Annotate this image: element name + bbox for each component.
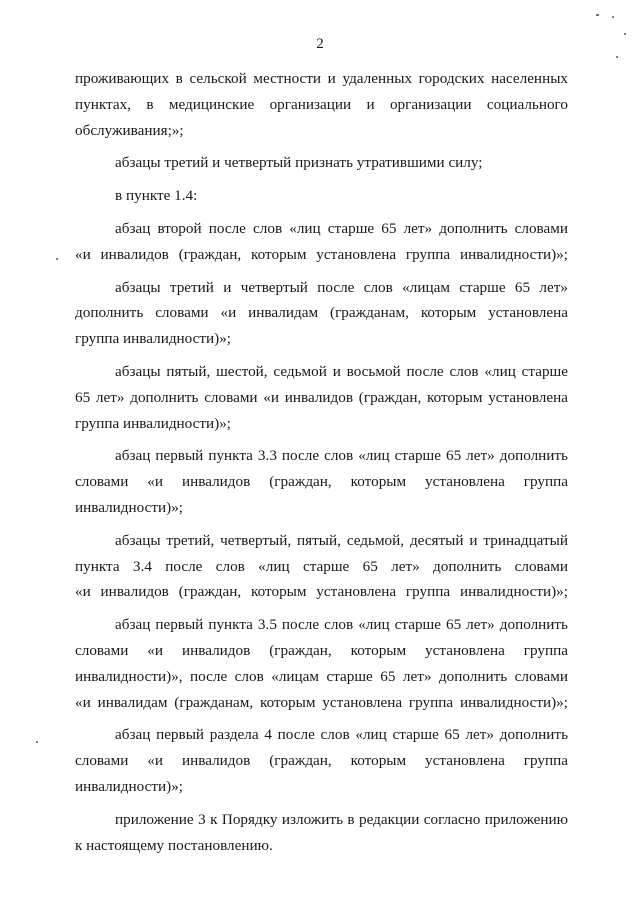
text-line: инвалидности)»;	[75, 777, 184, 795]
scan-speck	[616, 56, 618, 58]
text-line: приложение 3 к Порядку изложить в редакции согласно приложению	[115, 810, 568, 828]
scan-speck	[56, 258, 58, 260]
text-line: абзацы третий, четвертый, пятый, седьмой, десятый и тринадцатый	[115, 531, 568, 549]
text-line: в пункте 1.4:	[115, 187, 198, 205]
text-line: инвалидности)», после слов «лицам старше 65 лет» дополнить словами	[75, 667, 568, 685]
text-line: проживающих в сельской местности и удаленных городских населенных	[75, 70, 568, 87]
scan-speck	[36, 741, 38, 743]
paragraph	[75, 443, 568, 520]
paragraph	[75, 150, 568, 176]
scan-speck	[624, 33, 626, 35]
document-body	[75, 66, 568, 858]
text-line: абзац первый пункта 3.5 после слов «лиц старше 65 лет» дополнить	[115, 616, 568, 634]
paragraph	[75, 807, 568, 859]
text-line: абзацы третий и четвертый признать утратившими силу;	[115, 154, 483, 172]
paragraph	[75, 66, 568, 143]
paragraph	[75, 612, 568, 715]
text-line: «и инвалидов (граждан, которым установлена группа инвалидности)»;	[75, 583, 568, 601]
text-line: дополнить словами «и инвалидам (гражданам, которым установлена	[75, 304, 568, 322]
scan-speck	[612, 16, 614, 18]
text-line: группа инвалидности)»;	[75, 414, 232, 432]
scan-speck	[596, 14, 599, 16]
text-line: абзац второй после слов «лиц старше 65 лет» дополнить словами	[115, 219, 568, 237]
text-line: «и инвалидов (граждан, которым установлена группа инвалидности)»;	[75, 245, 568, 263]
text-line: словами «и инвалидов (граждан, которым установлена группа	[75, 752, 568, 770]
text-line: обслуживания;»;	[75, 121, 184, 139]
text-line: пунктах, в медицинские организации и организации социального	[75, 95, 568, 113]
text-line: «и инвалидам (гражданам, которым установлена группа инвалидности)»;	[75, 693, 568, 711]
text-line: абзацы третий и четвертый после слов «лицам старше 65 лет»	[115, 278, 568, 296]
page-number: 2	[316, 36, 324, 52]
text-line: абзацы пятый, шестой, седьмой и восьмой после слов «лиц старше	[115, 362, 568, 380]
text-line: 65 лет» дополнить словами «и инвалидов (граждан, которым установлена	[75, 388, 568, 406]
text-line: инвалидности)»;	[75, 498, 184, 516]
paragraph	[75, 183, 568, 209]
text-line: абзац первый раздела 4 после слов «лиц старше 65 лет» дополнить	[115, 726, 568, 744]
paragraph	[75, 359, 568, 436]
text-line: к настоящему постановлению.	[75, 836, 273, 854]
paragraph	[75, 722, 568, 799]
text-line: группа инвалидности)»;	[75, 330, 232, 348]
text-line: абзац первый пункта 3.3 после слов «лиц старше 65 лет» дополнить	[115, 447, 568, 465]
paragraph	[75, 528, 568, 605]
text-line: словами «и инвалидов (граждан, которым установлена группа	[75, 641, 568, 659]
paragraph	[75, 275, 568, 352]
text-line: пункта 3.4 после слов «лиц старше 65 лет» дополнить словами	[75, 557, 568, 575]
text-line: словами «и инвалидов (граждан, которым установлена группа	[75, 473, 568, 491]
paragraph	[75, 216, 568, 268]
